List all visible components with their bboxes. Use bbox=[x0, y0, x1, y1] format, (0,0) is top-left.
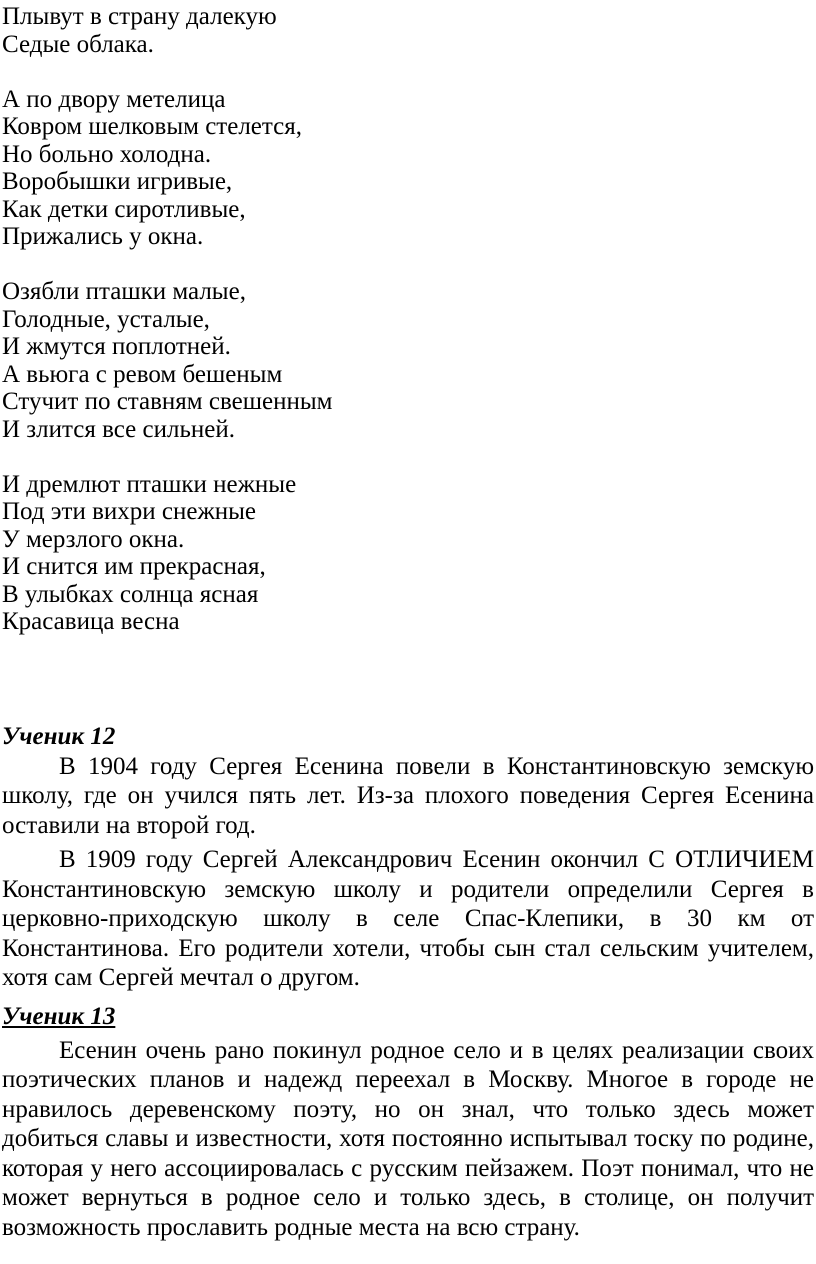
poem-line: И злится все сильней. bbox=[2, 415, 235, 443]
stanza-break bbox=[2, 443, 814, 471]
paragraph-moscow: Есенин очень рано покинул родное село и в целях реализации своих поэтических планов и надежд переехал в Москву. Многое в городе не нравилось деревенскому поэту, но он знал, что только здесь может добиться славы и известности, хотя постоянно испытывал тоску по родине, которая у него ассоциировалась с русским пейзажем. Поэт понимал, что не может вернуться в родное село и только здесь, в столице, он получит возможность прославить родные места на всю страну. bbox=[2, 1036, 814, 1241]
poem-line: Стучит по ставням свешенным bbox=[2, 388, 333, 415]
section-heading-uchenik-12: Ученик 12 bbox=[2, 722, 116, 750]
poem-line: В улыбках солнца ясная bbox=[2, 580, 259, 608]
poem-line: И жмутся поплотней. bbox=[2, 333, 231, 360]
poem-line: Красавица весна bbox=[2, 608, 180, 635]
poem-line: Ковром шелковым стелется, bbox=[2, 113, 302, 140]
poem-line: А вьюга с ревом бешеным bbox=[2, 360, 283, 388]
poem-line: Седые облака. bbox=[2, 30, 154, 58]
poem-line: Под эти вихри снежные bbox=[2, 498, 257, 525]
paragraph-1909: В 1909 году Сергей Александрович Есенин окончил С ОТЛИЧИЕМ Константиновскую земскую школу и родители определили Сергея в церковно-приходскую школу в селе Спас-Клепики, в 30 км от Константинова. Его родители хотели, чтобы сын стал сельским учителем, хотя сам Сергей мечтал о другом. bbox=[2, 846, 814, 991]
poem-line: Озябли пташки малые, bbox=[2, 278, 246, 305]
poem-line: Голодные, усталые, bbox=[2, 305, 210, 333]
section-heading-uchenik-13: Ученик 13 bbox=[2, 1002, 116, 1030]
poem-line: Плывут в страну далекую bbox=[2, 3, 277, 30]
poem-line: А по двору метелица bbox=[2, 85, 226, 113]
poem-line: Но больно холодна. bbox=[2, 140, 212, 168]
poem-line: У мерзлого окна. bbox=[2, 525, 185, 553]
poem-line: Воробышки игривые, bbox=[2, 168, 233, 195]
poem-line: Как детки сиротливые, bbox=[2, 195, 246, 223]
poem-block bbox=[2, 3, 814, 636]
stanza-break bbox=[2, 251, 814, 279]
paragraph-1904: В 1904 году Сергея Есенина повели в Константиновскую земскую школу, где он учился пять лет. Из-за плохого поведения Сергея Есенина оставили на второй год. bbox=[2, 752, 814, 839]
poem-line: И дремлют пташки нежные bbox=[2, 470, 297, 498]
poem-line: И снится им прекрасная, bbox=[2, 553, 266, 580]
poem-line: Прижались у окна. bbox=[2, 223, 204, 250]
stanza-break bbox=[2, 58, 814, 86]
